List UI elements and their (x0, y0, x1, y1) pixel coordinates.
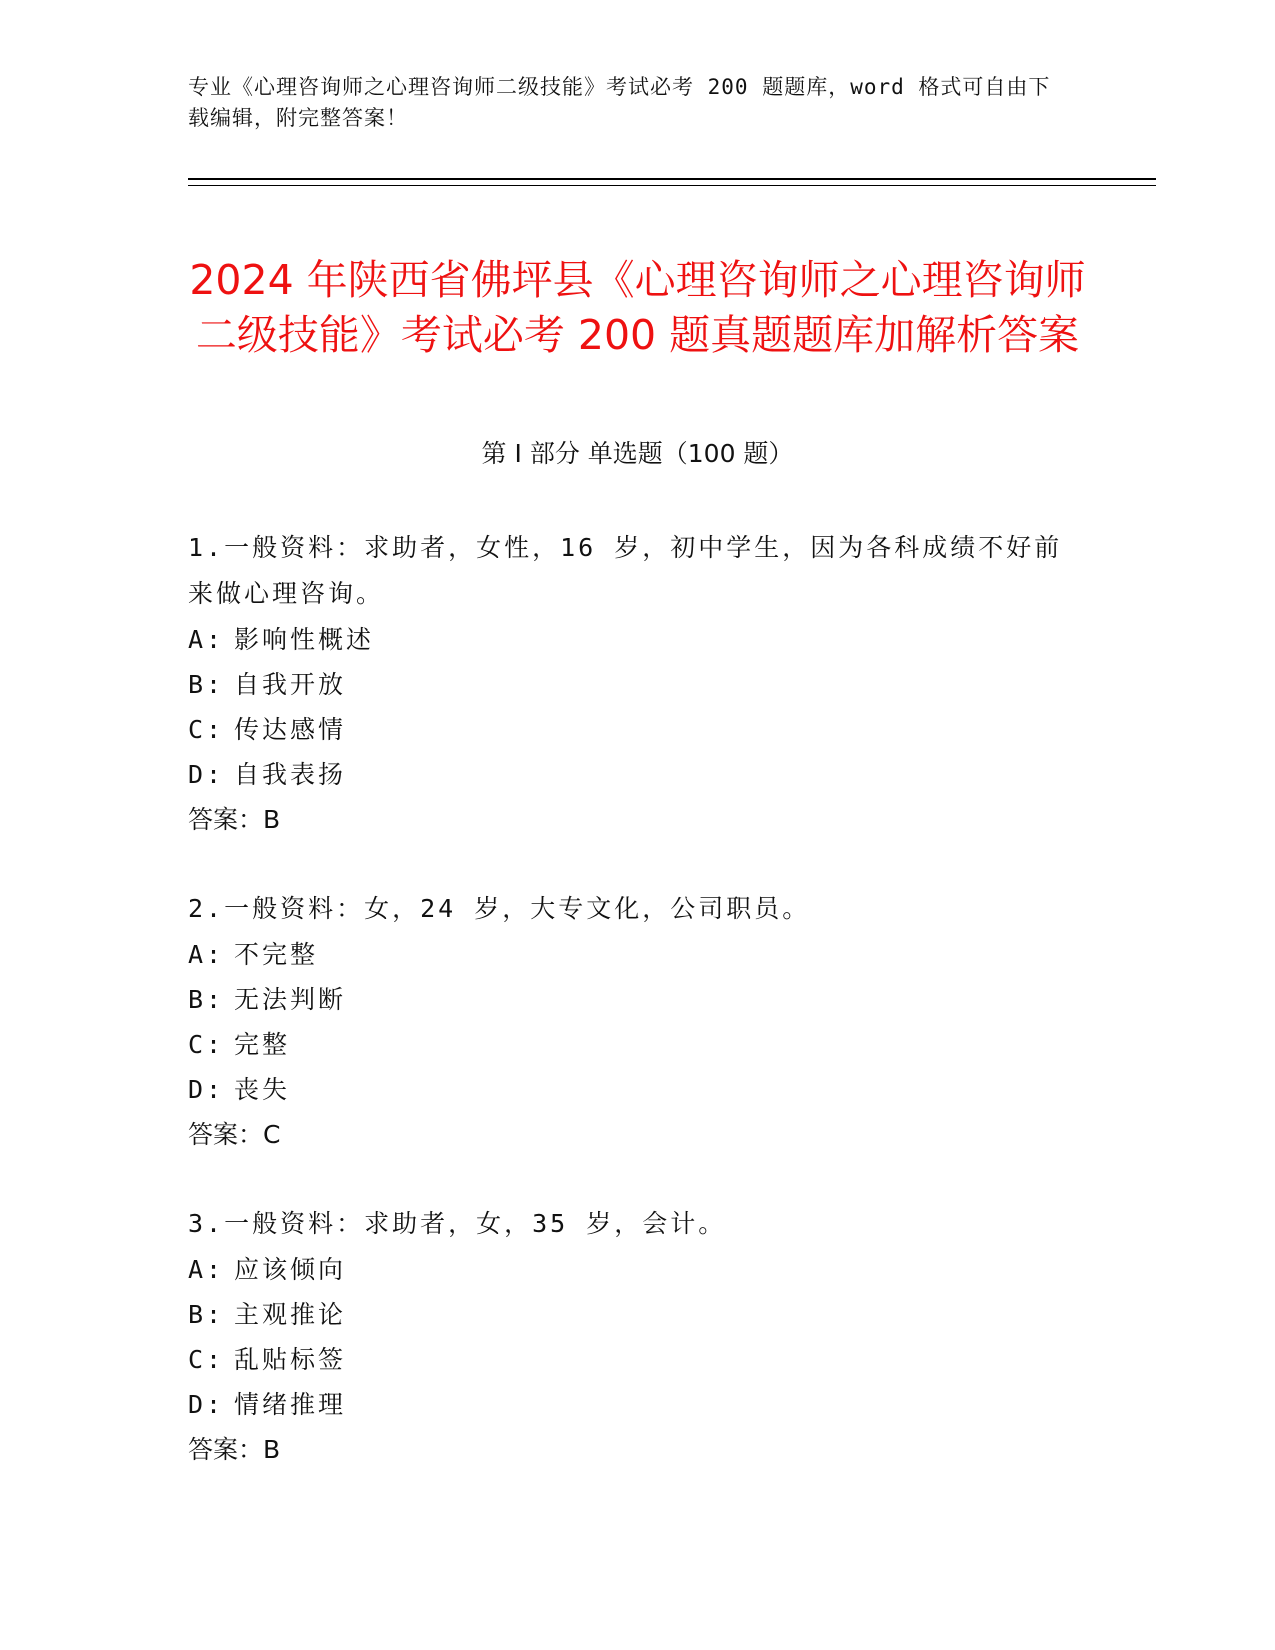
option-a (188, 617, 1068, 662)
option-text: 主观推论 (234, 1300, 347, 1329)
header-divider-thick (188, 178, 1156, 180)
option-d (188, 1067, 1068, 1112)
option-key: A: (188, 940, 225, 969)
option-d (188, 752, 1068, 797)
question-3 (188, 1201, 1068, 1473)
question-stem: 1.一般资料：求助者，女性，16 岁，初中学生，因为各科成绩不好前来做心理咨询。 (188, 533, 1063, 608)
option-text: 无法判断 (234, 985, 347, 1014)
option-key: B: (188, 670, 225, 699)
answer: 答案：B (188, 805, 281, 834)
option-text: 情绪推理 (234, 1390, 347, 1419)
option-text: 不完整 (234, 940, 319, 969)
option-key: B: (188, 1300, 225, 1329)
option-key: A: (188, 625, 225, 654)
option-b (188, 977, 1068, 1022)
answer: 答案：B (188, 1435, 281, 1464)
option-key: D: (188, 1075, 225, 1104)
question-2 (188, 886, 1068, 1158)
section-title: 第 I 部分 单选题（100 题） (481, 439, 794, 468)
option-text: 自我开放 (234, 670, 347, 699)
question-1 (188, 525, 1068, 843)
option-key: A: (188, 1255, 225, 1284)
document-title: 2024 年陕西省佛坪县《心理咨询师之心理咨询师二级技能》考试必考 200 题真题题库加解析答案 (189, 256, 1086, 360)
option-text: 乱贴标签 (234, 1345, 347, 1374)
option-text: 丧失 (234, 1075, 291, 1104)
question-list (188, 525, 1068, 1516)
option-key: C: (188, 1030, 225, 1059)
option-a (188, 932, 1068, 977)
option-text: 自我表扬 (234, 760, 347, 789)
option-text: 完整 (234, 1030, 291, 1059)
option-text: 影响性概述 (234, 625, 375, 654)
header-note: 专业《心理咨询师之心理咨询师二级技能》考试必考 200 题题库，word 格式可自由下载编辑，附完整答案！ (188, 75, 1051, 130)
option-c (188, 1337, 1068, 1382)
option-b (188, 662, 1068, 707)
option-key: D: (188, 1390, 225, 1419)
question-stem: 2.一般资料：女，24 岁，大专文化，公司职员。 (188, 894, 811, 923)
option-key: D: (188, 760, 225, 789)
question-stem: 3.一般资料：求助者，女，35 岁，会计。 (188, 1209, 727, 1238)
option-key: C: (188, 1345, 225, 1374)
option-b (188, 1292, 1068, 1337)
answer: 答案：C (188, 1120, 281, 1149)
option-text: 应该倾向 (234, 1255, 347, 1284)
option-key: C: (188, 715, 225, 744)
option-key: B: (188, 985, 225, 1014)
header-divider-thin (188, 185, 1156, 186)
option-c (188, 1022, 1068, 1067)
option-a (188, 1247, 1068, 1292)
option-text: 传达感情 (234, 715, 347, 744)
option-d (188, 1382, 1068, 1427)
option-c (188, 707, 1068, 752)
